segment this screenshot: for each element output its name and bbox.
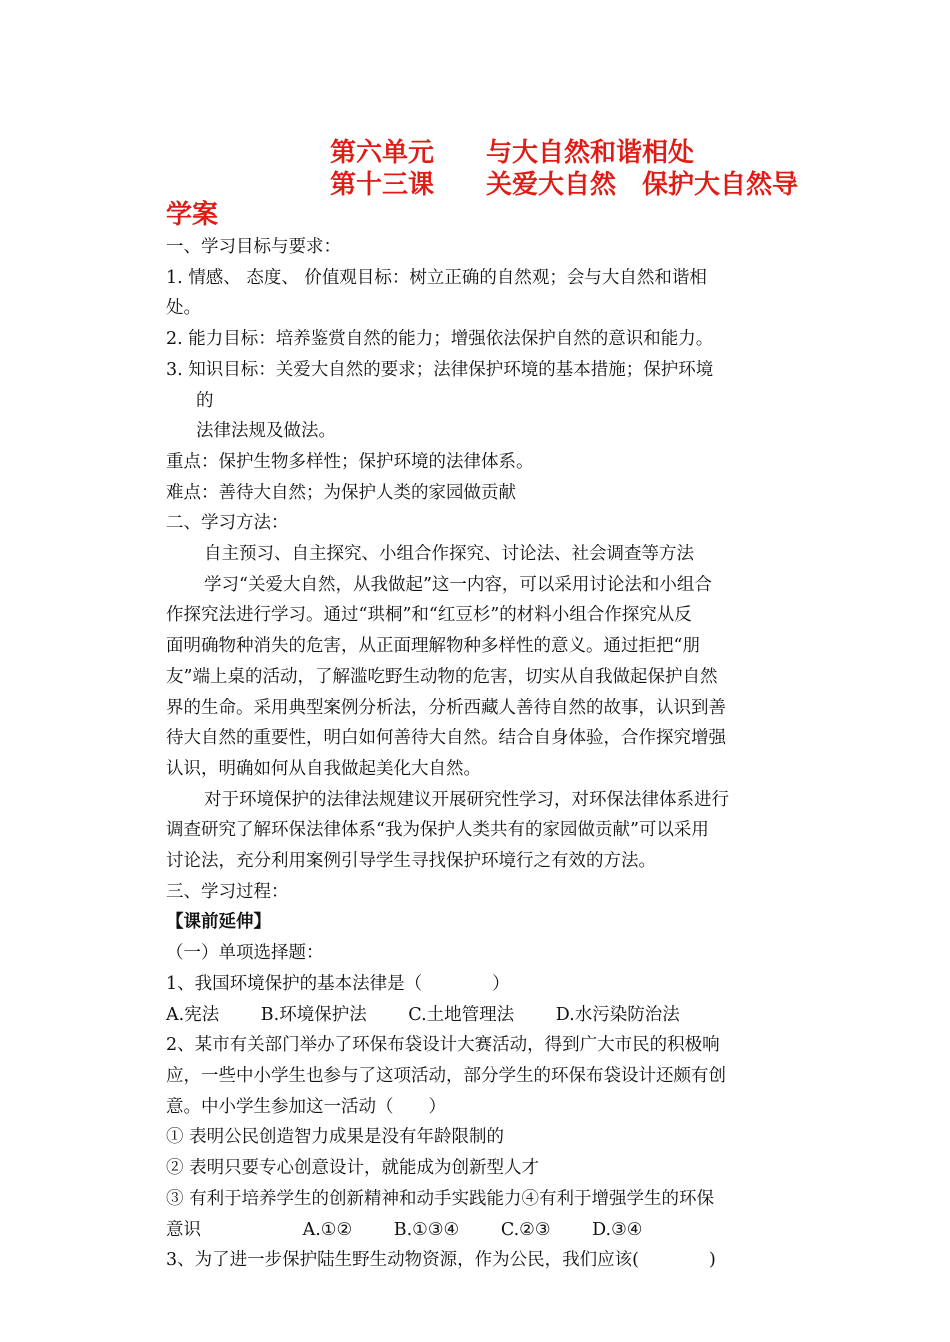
methods-paragraph-1: 自主预习、自主探究、小组合作探究、讨论法、社会调查等方法 (204, 544, 694, 565)
question-1: 1、我国环境保护的基本法律是（ ） (166, 973, 510, 994)
part-heading: （一）单项选择题： (166, 943, 324, 964)
objective-1: 1. 情感、 态度、 价值观目标：树立正确的自然观；会与大自然和谐相 (166, 267, 707, 288)
subsection-heading: 【课前延伸】 (166, 912, 271, 933)
unit-title: 第六单元 与大自然和谐相处 (330, 138, 695, 168)
option-a: A.宪法 (166, 1004, 220, 1025)
option-b: B.①③④ (393, 1219, 460, 1240)
question-1-options (166, 1000, 794, 1031)
methods-paragraph-2-line: 界的生命。采用典型案例分析法，分析西藏人善待自然的故事，认识到善 (166, 697, 726, 718)
methods-paragraph-2-line: 待大自然的重要性，明白如何善待大自然。结合自身体验，合作探究增强 (166, 728, 726, 749)
difficult-point: 难点：善待大自然；为保护人类的家园做贡献 (166, 482, 516, 503)
methods-paragraph-3-line: 调查研究了解环保法律体系“我为保护人类共有的家园做贡献”可以采用 (166, 820, 709, 841)
option-d: D.水污染防治法 (555, 1004, 680, 1025)
option-c: C.②③ (500, 1219, 551, 1240)
section-heading-methods: 二、学习方法： (166, 513, 289, 534)
question-2-line: 2、某市有关部门举办了环保布袋设计大赛活动，得到广大市民的积极响 (166, 1035, 720, 1056)
option-b: B.环境保护法 (260, 1004, 367, 1025)
lesson-title-continued: 学案 (166, 200, 219, 230)
question-3: 3、为了进一步保护陆生野生动物资源，作为公民，我们应该( ) (166, 1250, 716, 1271)
section-heading-objectives: 一、学习目标与要求： (166, 237, 341, 257)
option-c: C.土地管理法 (408, 1004, 515, 1025)
objective-3: 3. 知识目标：关爱大自然的要求；法律保护环境的基本措施；保护环境 (166, 359, 714, 380)
objective-2: 2. 能力目标：培养鉴赏自然的能力；增强依法保护自然的意识和能力。 (166, 329, 714, 350)
question-2-statement: ① 表明公民创造智力成果是没有年龄限制的 (166, 1127, 505, 1148)
question-2-line: 应，一些中小学生也参与了这项活动，部分学生的环保布袋设计还颇有创 (166, 1065, 726, 1086)
methods-paragraph-2-line: 认识，明确如何从自我做起美化大自然。 (166, 758, 481, 779)
methods-paragraph-2-line: 作探究法进行学习。通过“珙桐”和“红豆杉”的材料小组合作探究从反 (166, 605, 692, 626)
question-2-options (166, 1215, 794, 1246)
methods-paragraph-2-line: 面明确物种消失的危害，从正面理解物种多样性的意义。通过拒把“朋 (166, 636, 700, 657)
objective-1-cont: 处。 (166, 298, 201, 319)
question-2-line: 意。中小学生参加这一活动（ ） (166, 1096, 446, 1117)
lesson-title: 第十三课 关爱大自然 保护大自然导 (330, 170, 799, 200)
question-2-statement-cont: 意识 (166, 1219, 201, 1240)
objective-3-cont2: 法律法规及做法。 (196, 421, 336, 442)
objective-3-cont: 的 (196, 390, 214, 411)
option-a: A.①② (302, 1219, 353, 1240)
document-body (166, 232, 794, 1276)
methods-paragraph-2-line: 友”端上桌的活动，了解滥吃野生动物的危害，切实从自我做起保护自然 (166, 666, 718, 687)
methods-paragraph-3-line: 对于环境保护的法律法规建议开展研究性学习，对环保法律体系进行 (204, 789, 729, 810)
key-point: 重点：保护生物多样性；保护环境的法律体系。 (166, 451, 534, 472)
methods-paragraph-3-line: 讨论法，充分利用案例引导学生寻找保护环境行之有效的方法。 (166, 851, 656, 872)
section-heading-process: 三、学习过程： (166, 881, 289, 902)
question-2-statement: ③ 有利于培养学生的创新精神和动手实践能力④有利于增强学生的环保 (166, 1188, 715, 1209)
question-2-statement: ② 表明只要专心创意设计，就能成为创新型人才 (166, 1158, 540, 1179)
option-d: D.③④ (592, 1219, 643, 1240)
methods-paragraph-2-line: 学习“关爱大自然，从我做起”这一内容，可以采用讨论法和小组合 (204, 574, 712, 595)
